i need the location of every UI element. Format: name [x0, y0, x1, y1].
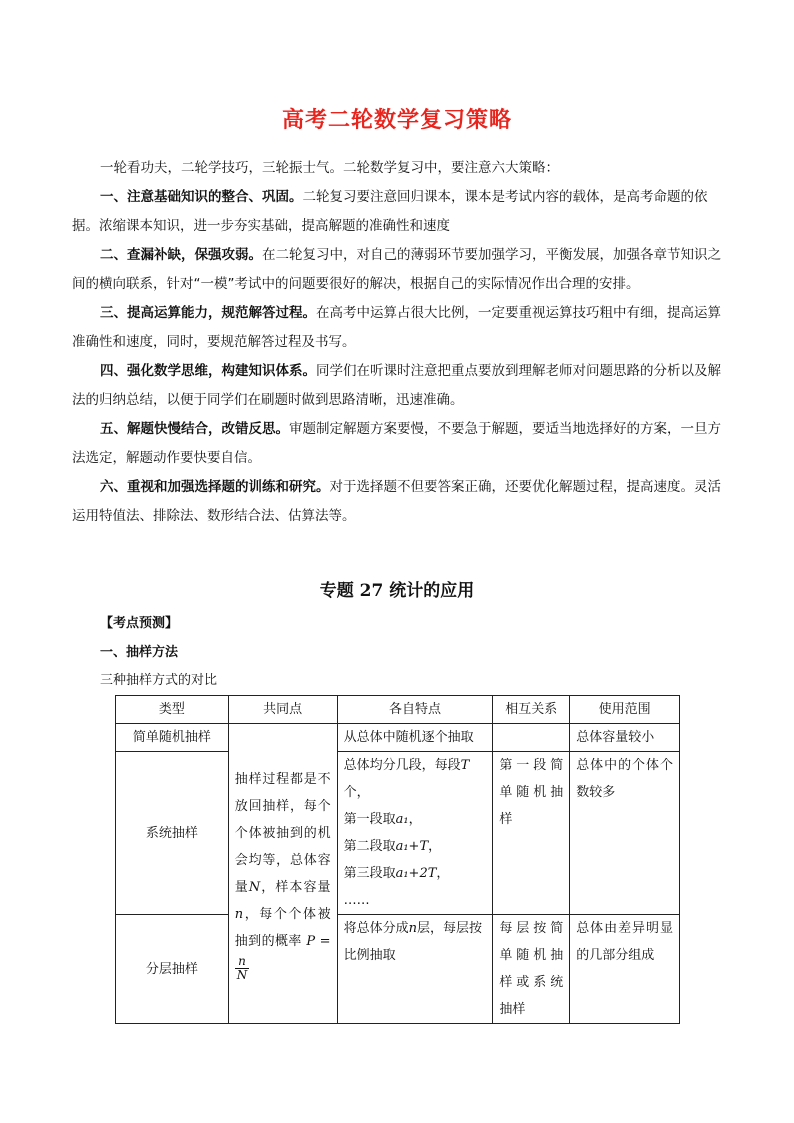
- table-row: [116, 752, 680, 915]
- strategy-body: 在二轮复习中，对自己的薄弱环节要加强学习，平衡发展，加强各章节知识之间的横向联系，针对“一模”考试中的问题要很好的解决，根据自己的实际情况作出合理的安排。: [72, 247, 721, 292]
- relation-cell: 每层按简单随机抽样或系统抽样: [493, 915, 570, 1024]
- type-cell: 系统抽样: [116, 752, 229, 915]
- strategy-body: 对于选择题不但要答案正确，还要优化解题过程，提高速度。灵活运用特值法、排除法、数形结合法、估算法等。: [72, 479, 721, 524]
- strategy-paragraph: [72, 473, 722, 531]
- strategy-paragraph: [72, 299, 722, 357]
- strategy-heading: 二、查漏补缺，保强攻弱。: [100, 247, 262, 263]
- strategy-body: 审题制定解题方案要慢，不要急于解题，要适当地选择好的方案，一旦方法选定，解题动作要快要自信。: [72, 421, 721, 466]
- feature-text: ……: [343, 893, 370, 908]
- feature-cell: [337, 752, 493, 915]
- strategy-paragraph: [72, 415, 722, 473]
- topic-title: 专题 27 统计的应用: [319, 581, 475, 601]
- strategy-intro-block: [72, 154, 722, 531]
- sample-size-symbol: n: [234, 906, 244, 922]
- type-cell: 分层抽样: [116, 915, 229, 1024]
- header-cell: 各自特点: [337, 696, 493, 724]
- formula: a₁: [395, 812, 409, 827]
- feature-text: 将总体分成: [343, 921, 409, 936]
- punct: ，: [428, 839, 442, 854]
- strategy-heading: 一、注意基础知识的整合、巩固。: [100, 189, 303, 205]
- feature-text: 层，每层按比例抽取: [343, 921, 482, 963]
- feature-cell: [337, 915, 493, 1024]
- common-text: 抽样过程都是不放回抽样，每个个体被抽到的机会均等，总体容量: [234, 771, 331, 895]
- strategy-heading: 六、重视和加强选择题的训练和研究。: [100, 479, 330, 495]
- common-text-mid: ，样本容量: [260, 879, 331, 895]
- formula: a₁+2T: [395, 866, 437, 881]
- table-caption: 三种抽样方式的对比: [100, 673, 218, 688]
- exam-forecast-heading: 【考点预测】: [100, 616, 179, 631]
- common-cell: [228, 724, 337, 1024]
- segment-symbol: T: [460, 758, 470, 773]
- relation-cell: [493, 724, 570, 752]
- feature-text: 第二段取: [343, 839, 396, 854]
- fraction-numerator: n: [235, 955, 250, 969]
- feature-text: 第三段取: [343, 866, 396, 881]
- strategy-paragraph: [72, 357, 722, 415]
- fraction-denominator: N: [236, 967, 248, 982]
- strategy-heading: 四、强化数学思维，构建知识体系。: [100, 363, 316, 379]
- header-cell: 相互关系: [493, 696, 570, 724]
- population-size-symbol: N: [248, 879, 261, 895]
- strategy-body: 二轮复习要注意回归课本，课本是考试内容的载体，是高考命题的依据。浓缩课本知识，进一步夯实基础，提高解题的准确性和速度: [72, 189, 708, 234]
- section-heading: 一、抽样方法: [100, 645, 179, 660]
- layer-symbol: n: [408, 921, 417, 936]
- probability-fraction: [235, 955, 250, 982]
- feature-cell: 从总体中随机逐个抽取: [337, 724, 493, 752]
- feature-text: 第一段取: [343, 812, 396, 827]
- strategy-body: 同学们在听课时注意把重点要放到理解老师对问题思路的分析以及解法的归纳总结，以便于同学们在刷题时做到思路清晰，迅速准确。: [72, 363, 721, 408]
- strategy-paragraph: [72, 183, 722, 241]
- strategy-heading: 三、提高运算能力，规范解答过程。: [100, 305, 316, 321]
- probability-label: P =: [306, 933, 331, 949]
- header-cell: 使用范围: [570, 696, 680, 724]
- scope-cell: 总体容量较小: [570, 724, 680, 752]
- punct: ，: [436, 866, 450, 881]
- feature-text: 总体均分几段，每段: [343, 758, 461, 773]
- feature-text: 个，: [343, 785, 370, 800]
- strategy-body: 在高考中运算占很大比例，一定要重视运算技巧粗中有细，提高运算准确性和速度，同时，要规范解答过程及书写。: [72, 305, 721, 350]
- punct: ，: [408, 812, 422, 827]
- type-cell: 简单随机抽样: [116, 724, 229, 752]
- strategy-heading: 五、解题快慢结合，改错反思。: [100, 421, 289, 437]
- scope-cell: 总体由差异明显的几部分组成: [570, 915, 680, 1024]
- scope-cell: 总体中的个体个数较多: [570, 752, 680, 915]
- table-row: [116, 915, 680, 1024]
- page-title: 高考二轮数学复习策略: [281, 108, 512, 133]
- strategy-paragraph: [72, 241, 722, 299]
- header-cell: 共同点: [228, 696, 337, 724]
- table-header-row: [116, 696, 680, 724]
- header-cell: 类型: [116, 696, 229, 724]
- common-text-tail: ，每个个体被抽到的概率: [234, 906, 331, 949]
- table-row: [116, 724, 680, 752]
- intro-paragraph: 一轮看功夫，二轮学技巧，三轮振士气。二轮数学复习中，要注意六大策略：: [100, 160, 559, 176]
- sampling-comparison-table: [115, 695, 680, 1024]
- formula: a₁+T: [395, 839, 429, 854]
- relation-cell: 第一段简单随机抽样: [493, 752, 570, 915]
